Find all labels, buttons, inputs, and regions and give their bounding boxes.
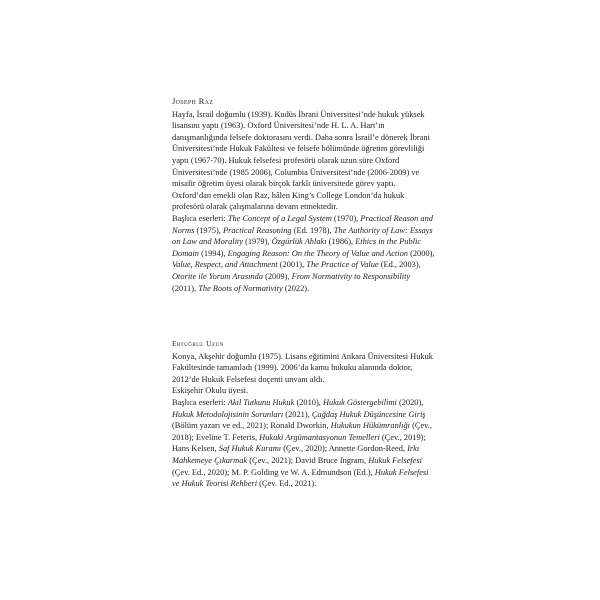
author-name: Joseph Raz	[172, 96, 214, 106]
works-text: (2010),	[294, 397, 323, 407]
works-text: (1979),	[242, 237, 272, 247]
works-text: (Çev. Ed., 2020); M. P. Golding ve W. A. Edmundson (Ed.),	[172, 467, 375, 477]
work-title: The Roots of Normativity	[198, 283, 283, 293]
works-text: (2009),	[262, 271, 292, 281]
work-title: Practical Reasoning	[222, 225, 292, 235]
work-title: Hukukun Hükümranlığı	[330, 421, 410, 431]
work-title: Hukuk Felsefesi ve Hukuk Teorisi Rehberi	[172, 467, 429, 489]
works-text: (Çev., 2019); Hans Kelsen,	[172, 432, 426, 454]
works-text: (2001),	[277, 260, 307, 270]
work-title: Çağdaş Hukuk Düşüncesine Giriş	[311, 409, 426, 419]
work-title: Hukuk Felsefesi	[368, 455, 422, 465]
works-text: (Çev., 2020); Annette Gordon-Reed,	[281, 444, 408, 454]
works-text: (Ed. 1978),	[291, 225, 334, 235]
works-list	[172, 397, 436, 490]
work-title: The Concept of a Legal System	[227, 213, 332, 223]
works-text: Başlıca eserleri:	[172, 397, 228, 407]
work-title: Value, Respect, and Attachment	[172, 260, 278, 270]
work-title: Saf Hukuk Kuramı	[218, 444, 282, 454]
works-text: (Çev., 2018); Eveline T. Feteris,	[172, 421, 432, 442]
works-text: (2000),	[407, 248, 435, 258]
bio-paragraph: Konya, Akşehir doğumlu (1975). Lisans eğitimini Ankara Üniversitesi Hukuk Fakültesinde tamamladı (1999). 2006’da kamu hukuku alanında doktor, 2012’de Hukuk Felsefesi doçenti unvanı aldı.	[172, 351, 433, 384]
translator-name: Ertuğrul Uzun	[172, 339, 224, 348]
works-text: (1975),	[194, 225, 223, 235]
work-title: Irkı Mahkemeye Çıkarmak	[172, 444, 420, 465]
works-text: (Bölüm yazarı ve ed., 2021); Ronald Dworkin,	[172, 421, 331, 431]
translator-bio-ertugrul-uzun	[172, 338, 436, 490]
works-text: (2021),	[283, 409, 312, 419]
works-text: (Ed., 2003),	[378, 260, 421, 270]
work-title: From Normativity to Responsibility	[291, 271, 411, 281]
works-text: (2011),	[172, 283, 199, 293]
work-title: The Practice of Value	[306, 260, 379, 270]
works-list	[172, 213, 436, 294]
work-title: Otorite ile Yorum Arasında	[172, 271, 263, 281]
works-text: (2022).	[282, 283, 310, 293]
work-title: Özgürlük Ahlakı	[271, 237, 327, 247]
bio-membership: Eskişehir Okulu üyesi.	[172, 386, 249, 396]
works-text: (2020),	[396, 397, 424, 407]
works-text: (1970),	[331, 213, 361, 223]
work-title: Hukuk Metodolojisinin Sorunları	[172, 409, 284, 419]
author-bio-joseph-raz	[172, 96, 436, 294]
work-title: Practical Reason and Norms	[172, 213, 433, 235]
work-title: The Authority of Law: Essays on Law and Morality	[172, 225, 433, 247]
bio-paragraph: Hayfa, İsrail doğumlu (1939). Kudüs İbrani Üniversitesi’nde hukuk yüksek lisansını yaptı (1963). Oxford Üniversitesi’nde H. L. A. Hart’ın danışmanlığında felsefe doktorasını verdi. Daha sonra İsrail’e dönerek İbrani Üniversitesi’nde Hukuk Fakültesi ve felsefe bölümünde öğretim görevliliği yaptı (1967-70). Hukuk felsefesi profesörü olarak uzun süre Oxford Üniversitesi’nde (1985 2006), Columbia Üniversitesi’nde (2006-2009) ve misafir öğretim üyesi olarak birçok farklı üniversitede görev yaptı. Oxford’dan emekli olan Raz, hâlen King’s College London’da hukuk profesörü olarak çalışmalarına devam etmektedir.	[172, 109, 430, 212]
works-text: (Çev., 2021); David Bruce Ingram,	[247, 455, 369, 465]
works-text: (1994),	[199, 248, 228, 258]
work-title: Engaging Reason: On the Theory of Value and Action	[227, 248, 408, 258]
work-title: Ethics in the Public Domain	[172, 237, 421, 258]
works-text: (Çev. Ed., 2021).	[257, 479, 317, 489]
work-title: Akıl Tutkunu Hukuk	[227, 397, 295, 407]
work-title: Hukuki Argümantasyonun Temelleri	[259, 432, 380, 442]
work-title: Hukuk Göstergebilimi	[322, 397, 397, 407]
works-text: (1986),	[326, 237, 356, 247]
works-text: Başlıca eserleri:	[172, 213, 228, 223]
